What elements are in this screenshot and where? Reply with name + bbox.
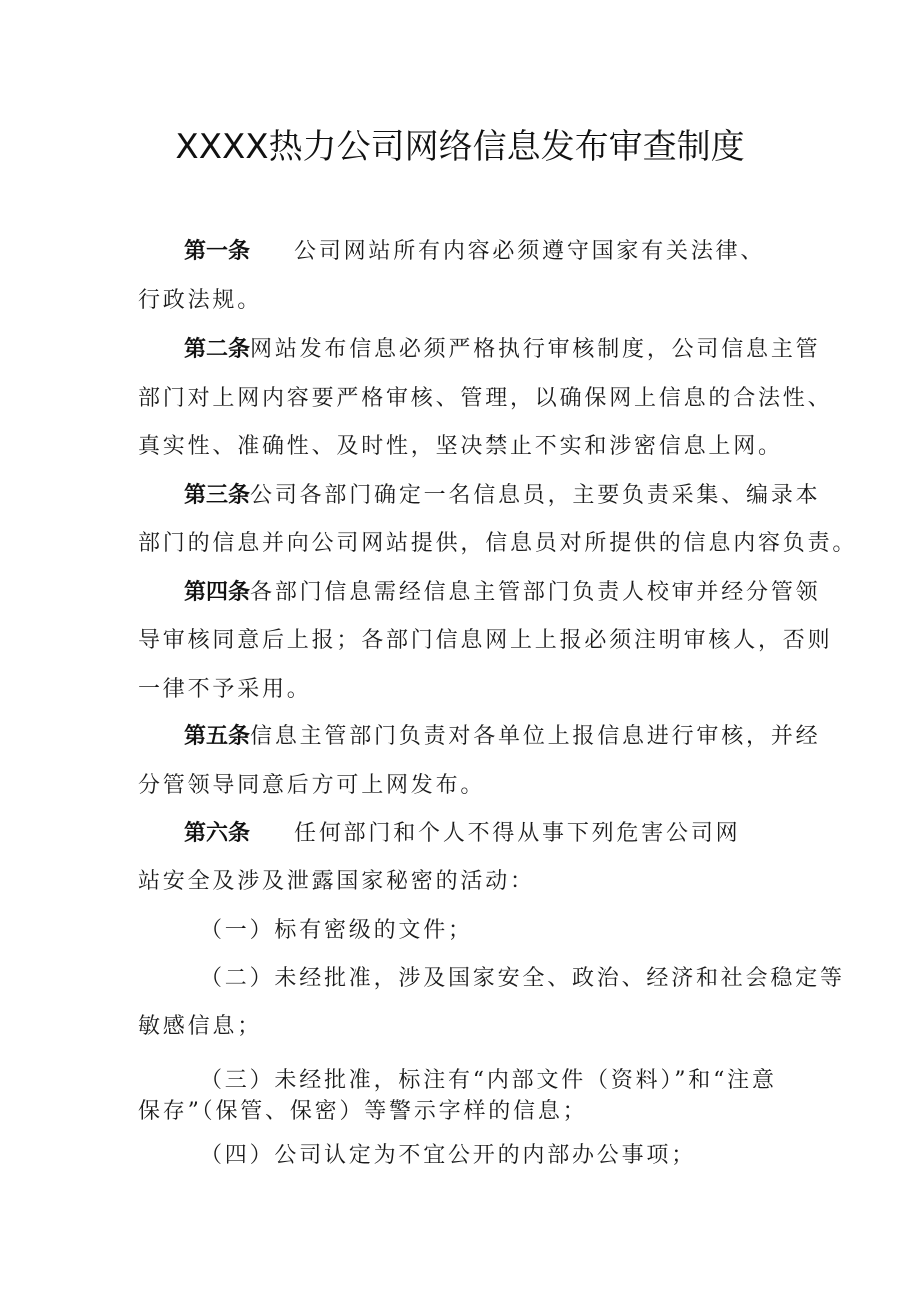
item-3-line-2: 保存”（保管、保密）等警示字样的信息；: [138, 1099, 588, 1124]
article-6-line-1: [184, 819, 740, 849]
article-1-heading: 第一条: [184, 239, 251, 264]
article-5-heading: 第五条: [184, 724, 251, 749]
document-title: XXXX热力公司网络信息发布审查制度: [175, 127, 745, 167]
article-5-line-2: 分管领导同意后方可上网发布。: [138, 773, 486, 798]
article-4-text: 各部门信息需经信息主管部门负责人校审并经分管领: [250, 580, 821, 605]
item-2-line-2: 敏感信息；: [138, 1014, 263, 1039]
article-4-line-3: 一律不予采用。: [138, 677, 312, 702]
item-4: （四）公司认定为不宜公开的内部办公事项；: [200, 1143, 697, 1168]
article-1-line-2: 行政法规。: [138, 288, 263, 313]
article-3-heading: 第三条: [184, 483, 251, 508]
article-2-line-3: 真实性、准确性、及时性，坚决禁止不实和涉密信息上网。: [138, 434, 783, 459]
article-6-heading: 第六条: [184, 821, 251, 846]
article-6-line-2: 站安全及涉及泄露国家秘密的活动：: [138, 869, 535, 894]
article-2-heading: 第二条: [184, 337, 251, 362]
article-4-line-2: 导审核同意后上报；各部门信息网上上报必须注明审核人，否则: [138, 628, 833, 653]
article-1-text: 公司网站所有内容必须遵守国家有关法律、: [294, 239, 766, 264]
article-1-line-1: [184, 237, 765, 267]
article-5-text: 信息主管部门负责对各单位上报信息进行审核，并经: [250, 724, 821, 749]
article-2-text: 网站发布信息必须严格执行审核制度，公司信息主管: [250, 337, 821, 362]
article-3-text: 公司各部门确定一名信息员，主要负责采集、编录本: [250, 483, 821, 508]
item-1: （一）标有密级的文件；: [200, 918, 473, 943]
article-5-line-1: [184, 722, 820, 752]
article-6-text: 任何部门和个人不得从事下列危害公司网: [294, 821, 741, 846]
article-3-line-2: 部门的信息并向公司网站提供，信息员对所提供的信息内容负责。: [138, 531, 858, 556]
article-4-heading: 第四条: [184, 580, 251, 605]
article-2-line-2: 部门对上网内容要严格审核、管理，以确保网上信息的合法性、: [138, 386, 833, 411]
article-2-line-1: [184, 335, 820, 365]
article-4-line-1: [184, 578, 820, 608]
item-3-line-1: （三）未经批准，标注有“内部文件（资料）”和“注意: [200, 1068, 777, 1093]
article-3-line-1: [184, 481, 820, 511]
item-2-line-1: （二）未经批准，涉及国家安全、政治、经济和社会稳定等: [200, 966, 845, 991]
